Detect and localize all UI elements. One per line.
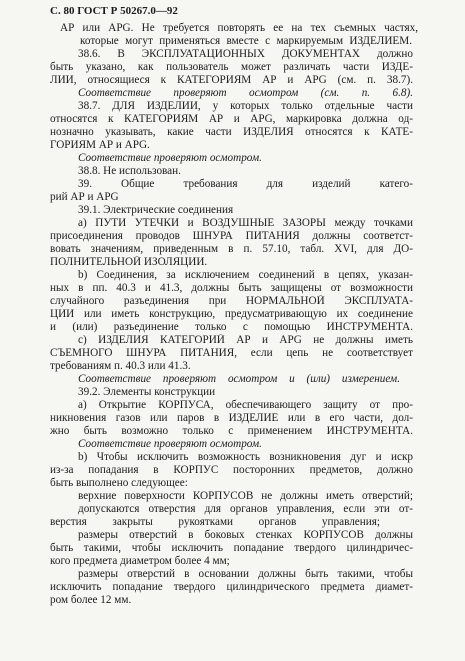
text-line: присоединения проводов ШНУРА ПИТАНИЯ должны соответст- — [50, 230, 413, 242]
text-line: требованиям п. 40.3 или 41.3. — [50, 360, 191, 372]
text-line: ПОЛНИТЕЛЬНОЙ ИЗОЛЯЦИИ. — [50, 256, 208, 268]
text-line: Соответствие проверяют осмотром. — [78, 438, 262, 450]
text-line: случайного разъединения при НОРМАЛЬНОЙ ЭКСПЛУАТА- — [50, 295, 413, 307]
text-line: ЛИИ, относящиеся к КАТЕГОРИЯМ АР и APG (см. п. 38.7). — [50, 74, 413, 86]
page-header: С. 80 ГОСТ Р 50267.0—92 — [50, 5, 178, 17]
text-line: а) Открытие КОРПУСА, обеспечивающего защиту от про- — [78, 399, 413, 411]
text-line: относятся к КАТЕГОРИЯМ АР и APG, маркировка должна од- — [50, 113, 413, 125]
text-line: ЦИИ или иметь конструкцию, предусматривающую их соединение — [50, 308, 413, 320]
text-line: которые могут применяться вместе с маркируемым ИЗДЕЛИЕМ. — [80, 35, 412, 47]
text-line: никновения газов или паров в ИЗДЕЛИЕ или в его части, дол- — [50, 412, 413, 424]
text-line: допускаются отверстия для органов управления, если эти от- — [78, 503, 413, 515]
text-line: 39. Общие требования для изделий катего- — [78, 178, 413, 190]
text-line: быть указано, как пользователь может различать части ИЗДЕ- — [50, 61, 413, 73]
text-line: и (или) разъединение только с помощью ИНСТРУМЕНТА. — [50, 321, 413, 333]
text-line: Соответствие проверяют осмотром (см. п. 6.8). — [78, 87, 413, 99]
text-line: рий АР и APG — [50, 191, 119, 203]
text-line: исключить попадание твердого цилиндрического предмета диамет- — [50, 581, 413, 593]
text-line: жно быть возможно только с применением ИНСТРУМЕНТА. — [50, 425, 413, 437]
text-line: 38.6. В ЭКСПЛУАТАЦИОННЫХ ДОКУМЕНТАХ должно — [78, 48, 413, 60]
text-line: с) ИЗДЕЛИЯ КАТЕГОРИЙ АР и APG не должны иметь — [78, 334, 413, 346]
text-line: 38.7. ДЛЯ ИЗДЕЛИИ, у которых только отдельные части — [78, 100, 413, 112]
text-line: верстия закрыты рукоятками органов управления; — [50, 516, 380, 528]
text-line: верхние поверхности КОРПУСОВ не должны иметь отверстий; — [78, 490, 413, 502]
text-line: АР или APG. Не требуется повторять ее на тех съемных частях, — [60, 22, 418, 34]
text-line: из-за попадания в КОРПУС посторонних предметов, должно — [50, 464, 413, 476]
text-line: размеры отверстий в основании должны быть такими, чтобы — [78, 568, 413, 580]
text-line: b) Чтобы исключить возможность возникновения дуг и искр — [78, 451, 413, 463]
text-line: 38.8. Не использован. — [78, 165, 181, 177]
text-line: 39.1. Электрические соединения — [78, 204, 234, 216]
text-line: ром более 12 мм. — [50, 594, 132, 606]
text-line: СЪЕМНОГО ШНУРА ПИТАНИЯ, если цепь не соответствует — [50, 347, 413, 359]
text-line: ГОРИЯМ АР и APG. — [50, 139, 150, 151]
text-line: вовать значениям, приведенным в п. 57.10, табл. XVI, для ДО- — [50, 243, 413, 255]
text-line: Соответствие проверяют осмотром и (или) измерением. — [78, 373, 400, 385]
text-line: 39.2. Элементы конструкции — [78, 386, 216, 398]
text-line: нозначно указывать, какие части ИЗДЕЛИЯ относятся к КАТЕ- — [50, 126, 413, 138]
text-line: ных в пп. 40.3 и 41.3, должны быть защищены от возможности — [50, 282, 413, 294]
text-line: размеры отверстий в боковых стенках КОРПУСОВ должны — [78, 529, 413, 541]
text-line: b) Соединения, за исключением соединений в цепях, указан- — [78, 269, 413, 281]
text-line: Соответствие проверяют осмотром. — [78, 152, 262, 164]
text-line: кого предмета диаметром более 4 мм; — [50, 555, 230, 567]
text-line: а) ПУТИ УТЕЧКИ и ВОЗДУШНЫЕ ЗАЗОРЫ между точками — [78, 217, 413, 229]
text-line: быть выполнено следующее: — [50, 477, 188, 489]
text-line: быть такими, чтобы исключить попадание твердого цилиндричес- — [50, 542, 413, 554]
